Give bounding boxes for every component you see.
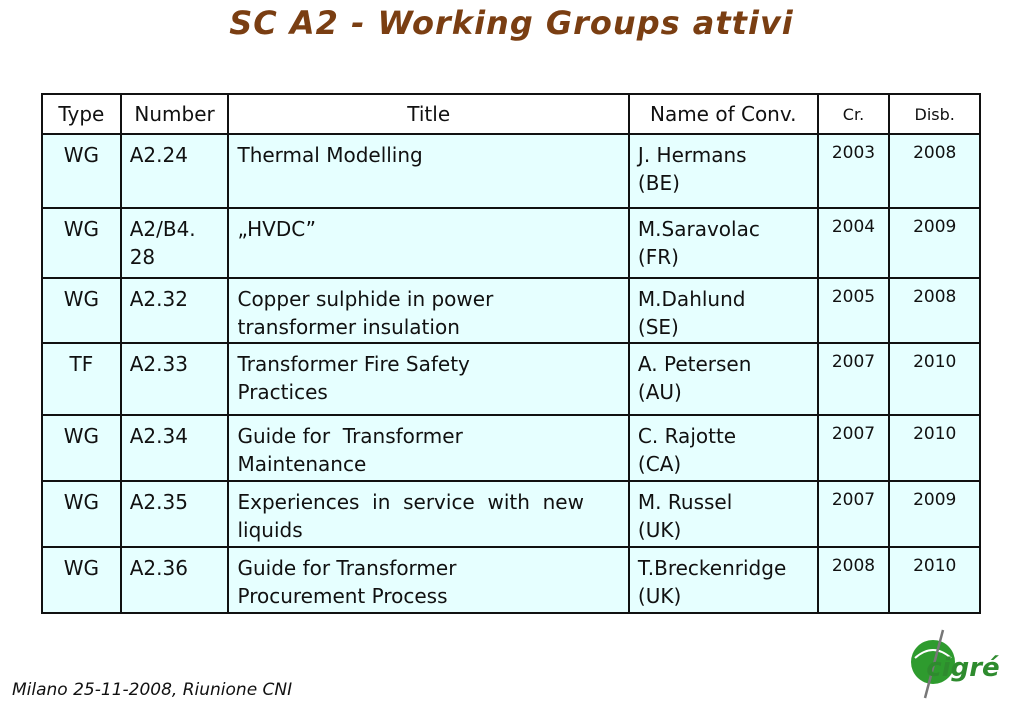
cell-title: [228, 343, 628, 415]
working-groups-table: [41, 93, 981, 614]
convenor-name: T.Breckenridge: [637, 556, 787, 580]
table-row: [42, 481, 980, 547]
convenor-country: (FR): [637, 245, 679, 269]
cell-convenor: [629, 343, 818, 415]
title-line-2: Practices: [237, 380, 328, 404]
cell-convenor: [629, 547, 818, 613]
cell-created: 2005: [818, 278, 890, 343]
cell-type: WG: [42, 415, 121, 481]
cell-number: A2.32: [121, 278, 229, 343]
cell-title: [228, 481, 628, 547]
cell-title: [228, 547, 628, 613]
cell-created: 2007: [818, 481, 890, 547]
table-header-row: [42, 94, 980, 134]
cell-type: WG: [42, 547, 121, 613]
title-line-1: Guide for Transformer: [237, 556, 457, 580]
convenor-name: M. Russel: [637, 490, 733, 514]
convenor-country: (UK): [637, 518, 682, 542]
title-line-2: liquids: [237, 518, 303, 542]
cell-title: [228, 278, 628, 343]
title-line-2: transformer insulation: [237, 315, 460, 339]
convenor-name: M.Saravolac: [637, 217, 760, 241]
title-line-1: Guide for Transformer: [237, 424, 463, 448]
cell-disbanded: 2008: [889, 278, 980, 343]
convenor-country: (CA): [637, 452, 682, 476]
cell-number: [121, 208, 229, 278]
cell-type: TF: [42, 343, 121, 415]
cell-disbanded: 2010: [889, 343, 980, 415]
cell-disbanded: 2009: [889, 481, 980, 547]
header-number: Number: [121, 94, 229, 134]
title-line-1: Copper sulphide in power: [237, 287, 494, 311]
cell-type: WG: [42, 481, 121, 547]
cell-disbanded: 2009: [889, 208, 980, 278]
cell-convenor: [629, 278, 818, 343]
cell-disbanded: 2010: [889, 415, 980, 481]
title-line-2: Maintenance: [237, 452, 367, 476]
cigre-logo-icon: [903, 628, 1003, 704]
table-row: [42, 208, 980, 278]
convenor-name: A. Petersen: [637, 352, 752, 376]
title-line-1: Experiences in service with new: [237, 490, 584, 514]
cell-convenor: [629, 481, 818, 547]
cell-number: A2.33: [121, 343, 229, 415]
cell-convenor: [629, 134, 818, 208]
number-line-2: 28: [129, 245, 156, 269]
page-title: SC A2 - Working Groups attivi: [229, 4, 794, 42]
logo-text: cigré: [926, 653, 1000, 683]
cell-title: „HVDC”: [228, 208, 628, 278]
cell-created: 2003: [818, 134, 890, 208]
table-row: [42, 415, 980, 481]
cell-number: A2.36: [121, 547, 229, 613]
cell-convenor: [629, 415, 818, 481]
header-disbanded: Disb.: [889, 94, 980, 134]
header-created: Cr.: [818, 94, 890, 134]
convenor-name: M.Dahlund: [637, 287, 746, 311]
table-row: [42, 134, 980, 208]
header-convenor: Name of Conv.: [629, 94, 818, 134]
cell-title: [228, 415, 628, 481]
cell-number: A2.24: [121, 134, 229, 208]
cell-title: Thermal Modelling: [228, 134, 628, 208]
cell-type: WG: [42, 134, 121, 208]
number-line-1: A2/B4.: [129, 217, 196, 241]
header-type: Type: [42, 94, 121, 134]
cell-convenor: [629, 208, 818, 278]
convenor-country: (AU): [637, 380, 682, 404]
convenor-name: C. Rajotte: [637, 424, 737, 448]
footer-text: Milano 25-11-2008, Riunione CNI: [12, 680, 293, 700]
title-line-2: Procurement Process: [237, 584, 448, 608]
table-row: [42, 278, 980, 343]
table-row: [42, 343, 980, 415]
cell-type: WG: [42, 208, 121, 278]
cell-disbanded: 2010: [889, 547, 980, 613]
cell-created: 2007: [818, 415, 890, 481]
table-row: [42, 547, 980, 613]
cell-created: 2008: [818, 547, 890, 613]
cell-number: A2.34: [121, 415, 229, 481]
convenor-country: (BE): [637, 171, 680, 195]
cell-type: WG: [42, 278, 121, 343]
cell-created: 2007: [818, 343, 890, 415]
header-title: Title: [228, 94, 628, 134]
title-line-1: Transformer Fire Safety: [237, 352, 470, 376]
cell-number: A2.35: [121, 481, 229, 547]
convenor-country: (SE): [637, 315, 679, 339]
cell-created: 2004: [818, 208, 890, 278]
convenor-name: J. Hermans: [637, 143, 747, 167]
cell-disbanded: 2008: [889, 134, 980, 208]
convenor-country: (UK): [637, 584, 682, 608]
